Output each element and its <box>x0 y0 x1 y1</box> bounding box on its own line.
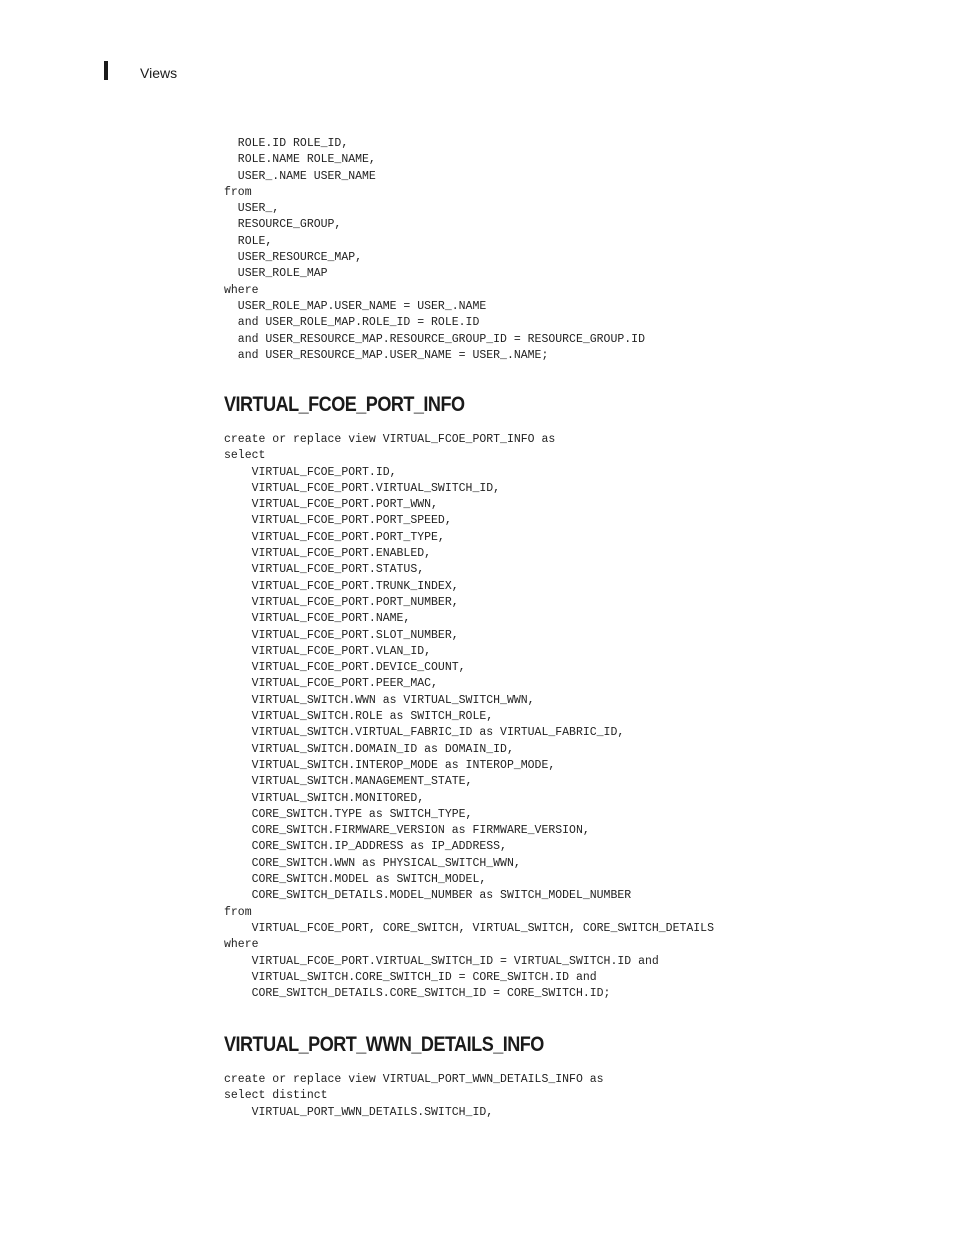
code-line: USER_.NAME USER_NAME <box>224 169 376 183</box>
code-line: CORE_SWITCH.FIRMWARE_VERSION as FIRMWARE_VERSION, <box>224 824 590 838</box>
section-heading-virtual-fcoe-port-info: VIRTUAL_FCOE_PORT_INFO <box>224 393 465 416</box>
code-line: RESOURCE_GROUP, <box>224 218 342 232</box>
code-line: VIRTUAL_FCOE_PORT.NAME, <box>224 612 411 626</box>
code-line: VIRTUAL_SWITCH.VIRTUAL_FABRIC_ID as VIRTUAL_FABRIC_ID, <box>224 726 625 740</box>
code-line: VIRTUAL_FCOE_PORT.PORT_SPEED, <box>224 514 452 528</box>
code-line: select distinct <box>224 1089 328 1103</box>
sql-code-block-1 <box>224 136 645 364</box>
code-line: VIRTUAL_SWITCH.MONITORED, <box>224 791 425 805</box>
code-line: CORE_SWITCH.IP_ADDRESS as IP_ADDRESS, <box>224 840 507 854</box>
code-line: ROLE.NAME ROLE_NAME, <box>224 153 376 167</box>
code-line: USER_ROLE_MAP.USER_NAME = USER_.NAME <box>224 299 487 313</box>
code-line: VIRTUAL_PORT_WWN_DETAILS.SWITCH_ID, <box>224 1105 494 1119</box>
code-line: VIRTUAL_FCOE_PORT.STATUS, <box>224 563 425 577</box>
code-line: VIRTUAL_FCOE_PORT.SLOT_NUMBER, <box>224 628 459 642</box>
code-line: ROLE.ID ROLE_ID, <box>224 137 349 150</box>
code-line: and USER_ROLE_MAP.ROLE_ID = ROLE.ID <box>224 316 480 330</box>
code-line: CORE_SWITCH.MODEL as SWITCH_MODEL, <box>224 873 487 887</box>
code-line: VIRTUAL_FCOE_PORT.VIRTUAL_SWITCH_ID = VIRTUAL_SWITCH.ID and <box>224 954 659 968</box>
code-line: where <box>224 283 259 297</box>
code-line: VIRTUAL_FCOE_PORT.PEER_MAC, <box>224 677 438 691</box>
code-line: CORE_SWITCH.TYPE as SWITCH_TYPE, <box>224 807 473 821</box>
code-line: VIRTUAL_FCOE_PORT.PORT_TYPE, <box>224 530 445 544</box>
code-line: VIRTUAL_SWITCH.INTEROP_MODE as INTEROP_MODE, <box>224 758 556 772</box>
code-line: VIRTUAL_FCOE_PORT.VLAN_ID, <box>224 644 432 658</box>
code-line: select <box>224 449 266 463</box>
header-rule-bar <box>104 61 108 80</box>
code-line: VIRTUAL_FCOE_PORT.ID, <box>224 465 397 479</box>
sql-code-block-3 <box>224 1072 604 1121</box>
code-line: where <box>224 938 259 952</box>
code-line: from <box>224 185 252 199</box>
code-line: USER_, <box>224 202 280 216</box>
code-line: CORE_SWITCH.WWN as PHYSICAL_SWITCH_WWN, <box>224 856 521 870</box>
code-line: VIRTUAL_SWITCH.ROLE as SWITCH_ROLE, <box>224 710 494 724</box>
code-line: from <box>224 905 252 919</box>
code-line: create or replace view VIRTUAL_PORT_WWN_DETAILS_INFO as <box>224 1073 604 1086</box>
code-line: VIRTUAL_SWITCH.CORE_SWITCH_ID = CORE_SWITCH.ID and <box>224 970 597 984</box>
code-line: USER_RESOURCE_MAP, <box>224 251 363 265</box>
code-line: VIRTUAL_FCOE_PORT.PORT_NUMBER, <box>224 595 459 609</box>
code-line: VIRTUAL_SWITCH.WWN as VIRTUAL_SWITCH_WWN, <box>224 693 535 707</box>
code-line: and USER_RESOURCE_MAP.USER_NAME = USER_.NAME; <box>224 348 549 362</box>
code-line: VIRTUAL_FCOE_PORT, CORE_SWITCH, VIRTUAL_SWITCH, CORE_SWITCH_DETAILS <box>224 921 714 935</box>
code-line: create or replace view VIRTUAL_FCOE_PORT_INFO as <box>224 433 556 446</box>
code-line: CORE_SWITCH_DETAILS.CORE_SWITCH_ID = CORE_SWITCH.ID; <box>224 987 611 1001</box>
code-line: VIRTUAL_FCOE_PORT.TRUNK_INDEX, <box>224 579 459 593</box>
code-line: ROLE, <box>224 234 273 248</box>
code-line: VIRTUAL_FCOE_PORT.ENABLED, <box>224 547 432 561</box>
code-line: VIRTUAL_FCOE_PORT.DEVICE_COUNT, <box>224 661 466 675</box>
code-line: CORE_SWITCH_DETAILS.MODEL_NUMBER as SWITCH_MODEL_NUMBER <box>224 889 632 903</box>
code-line: VIRTUAL_SWITCH.DOMAIN_ID as DOMAIN_ID, <box>224 742 514 756</box>
code-line: VIRTUAL_FCOE_PORT.VIRTUAL_SWITCH_ID, <box>224 481 501 495</box>
code-line: VIRTUAL_SWITCH.MANAGEMENT_STATE, <box>224 775 473 789</box>
code-line: and USER_RESOURCE_MAP.RESOURCE_GROUP_ID = RESOURCE_GROUP.ID <box>224 332 645 346</box>
section-heading-virtual-port-wwn-details-info: VIRTUAL_PORT_WWN_DETAILS_INFO <box>224 1033 544 1056</box>
code-line: USER_ROLE_MAP <box>224 267 328 281</box>
running-header-label: Views <box>140 65 178 81</box>
code-line: VIRTUAL_FCOE_PORT.PORT_WWN, <box>224 498 438 512</box>
sql-code-block-2 <box>224 432 714 1002</box>
